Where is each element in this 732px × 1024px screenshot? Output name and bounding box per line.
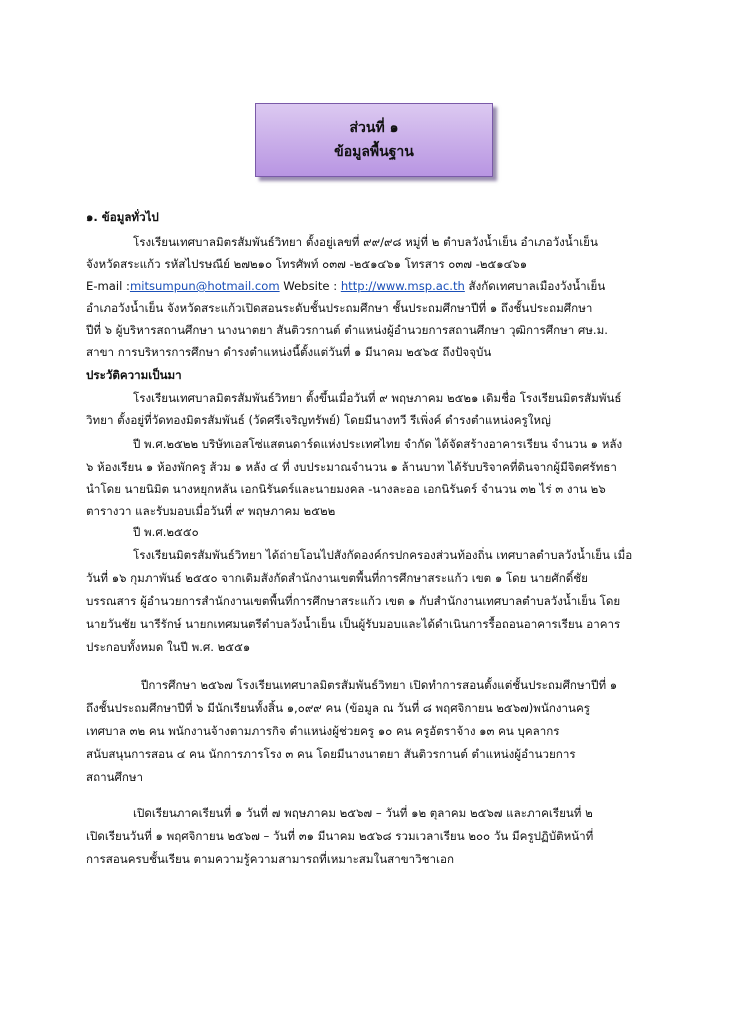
paragraph-line: ตารางวา และรับมอบเมื่อวันที่ ๙ พฤษภาคม ๒๕๒๒ xyxy=(86,504,336,518)
paragraph-line: ๖ ห้องเรียน ๑ ห้องพักครู ส้วม ๑ หลัง ๔ ที่ งบประมาณจำนวน ๑ ล้านบาท ได้รับบริจาคที่ดินจากผู้มีจิตศรัทธา xyxy=(86,460,617,474)
section-title-box xyxy=(255,103,493,177)
website-label: Website : xyxy=(279,279,341,293)
year-heading: ปี พ.ศ.๒๕๕๐ xyxy=(133,525,199,539)
paragraph-line: สถานศึกษา xyxy=(86,770,144,784)
paragraph-line: เปิดเรียนวันที่ ๑ พฤศจิกายน ๒๕๖๗ – วันที่ ๓๑ มีนาคม ๒๕๖๘ รวมเวลาเรียน ๒๐๐ วัน มีครูปฏิบัติหน้าที่ xyxy=(86,829,594,843)
history-heading: ประวัติความเป็นมา xyxy=(86,368,182,382)
paragraph-line: เทศบาล ๓๒ คน พนักงานจ้างตามภารกิจ ตำแหน่งผู้ช่วยครู ๑๐ คน ครูอัตราจ้าง ๑๓ คน บุคลากร xyxy=(86,724,560,738)
paragraph-line: ปี พ.ศ.๒๕๒๒ บริษัทเอสโซ่แสตนดาร์ดแห่งประเทศไทย จำกัด ได้จัดสร้างอาคารเรียน จำนวน ๑ หลัง xyxy=(133,437,623,451)
paragraph-line: สาขา การบริหารการศึกษา ดำรงตำแหน่งนี้ตั้งแต่วันที่ ๑ มีนาคม ๒๕๖๕ ถึงปัจจุบัน xyxy=(86,345,492,359)
paragraph-line: จังหวัดสระแก้ว รหัสไปรษณีย์ ๒๗๒๑๐ โทรศัพท์ ๐๓๗ -๒๕๑๔๖๑ โทรสาร ๐๓๗ -๒๕๑๔๖๑ xyxy=(86,257,528,271)
paragraph-line: อำเภอวังน้ำเย็น จังหวัดสระแก้วเปิดสอนระดับชั้นประถมศึกษา ชั้นประถมศึกษาปีที่ ๑ ถึงชั้นประถมศึกษา xyxy=(86,301,593,315)
website-link[interactable]: http://www.msp.ac.th xyxy=(340,279,465,293)
paragraph-line: เปิดเรียนภาคเรียนที่ ๑ วันที่ ๗ พฤษภาคม ๒๕๖๗ – วันที่ ๑๒ ตุลาคม ๒๕๖๗ และภาคเรียนที่ ๒ xyxy=(133,806,593,820)
email-label: E-mail : xyxy=(86,279,130,293)
paragraph-line: การสอนครบชั้นเรียน ตามความรู้ความสามารถที่เหมาะสมในสาขาวิชาเอก xyxy=(86,852,454,866)
paragraph-line: ประกอบทั้งหมด ในปี พ.ศ. ๒๕๕๑ xyxy=(86,640,251,654)
paragraph-line: วันที่ ๑๖ กุมภาพันธ์ ๒๕๕๐ จากเดิมสังกัดสำนักงานเขตพื้นที่การศึกษาสระแก้ว เขต ๑ โดย นายศักดิ์ชัย xyxy=(86,571,588,585)
paragraph-line: ปีที่ ๖ ผู้บริหารสถานศึกษา นางนาตยา สันติวรกานต์ ตำแหน่งผู้อำนวยการสถานศึกษา วุฒิการศึกษา ศษ.ม. xyxy=(86,323,608,337)
paragraph-line: นำโดย นายนิมิต นางหยุกหลัน เอกนิรันดร์และนายมงคล -นางละออ เอกนิรันดร์ จำนวน ๓๒ ไร่ ๓ งาน ๒๖ xyxy=(86,482,606,496)
affiliation-text: สังกัดเทศบาลเมืองวังน้ำเย็น xyxy=(464,279,606,293)
paragraph-line: สนับสนุนการสอน ๔ คน นักการภารโรง ๓ คน โดยมีนางนาตยา สันติวรกานต์ ตำแหน่งผู้อำนวยการ xyxy=(86,747,576,761)
paragraph-line: ปีการศึกษา ๒๕๖๗ โรงเรียนเทศบาลมิตรสัมพันธ์วิทยา เปิดทำการสอนตั้งแต่ชั้นประถมศึกษาปีที่ ๑ xyxy=(141,678,618,692)
paragraph-line: โรงเรียนมิตรสัมพันธ์วิทยา ได้ถ่ายโอนไปสังกัดองค์กรปกครองส่วนท้องถิ่น เทศบาลตำบลวังน้ำเย็น เมื่อ xyxy=(133,548,633,562)
paragraph-line: วิทยา ตั้งอยู่ที่วัดทองมิตรสัมพันธ์ (วัดศรีเจริญทรัพย์) โดยมีนางทวี รีเพิ่งค์ ดำรงตำแหน่งครูใหญ่ xyxy=(86,413,551,427)
paragraph-line: ถึงชั้นประถมศึกษาปีที่ ๖ มีนักเรียนทั้งสิ้น ๑,๐๙๙ คน (ข้อมูล ณ วันที่ ๘ พฤศจิกายน ๒๕๖๗)พนักงานครู xyxy=(86,701,590,715)
general-info-heading: ๑. ข้อมูลทั่วไป xyxy=(86,210,159,224)
section-title: ข้อมูลพื้นฐาน xyxy=(334,144,414,160)
paragraph-line: โรงเรียนเทศบาลมิตรสัมพันธ์วิทยา ตั้งขึ้นเมื่อวันที่ ๙ พฤษภาคม ๒๕๒๑ เดิมชื่อ โรงเรียนมิตรสัมพันธ์ xyxy=(133,391,622,405)
paragraph-line: โรงเรียนเทศบาลมิตรสัมพันธ์วิทยา ตั้งอยู่เลขที่ ๙๙/๙๘ หมู่ที่ ๒ ตำบลวังน้ำเย็น อำเภอวังน้ำเย็น xyxy=(133,235,598,249)
contact-line xyxy=(86,278,666,294)
paragraph-line: นายวันชัย นารีรักษ์ นายกเทศมนตรีตำบลวังน้ำเย็น เป็นผู้รับมอบและได้ดำเนินการรื้อถอนอาคารเรียน อาคาร xyxy=(86,617,621,631)
email-link[interactable]: mitsumpun@hotmail.com xyxy=(129,279,280,293)
section-number: ส่วนที่ ๑ xyxy=(349,120,399,136)
paragraph-line: บรรณสาร ผู้อำนวยการสำนักงานเขตพื้นที่การศึกษาสระแก้ว เขต ๑ กับสำนักงานเทศบาลตำบลวังน้ำเย็น โดย xyxy=(86,594,621,608)
